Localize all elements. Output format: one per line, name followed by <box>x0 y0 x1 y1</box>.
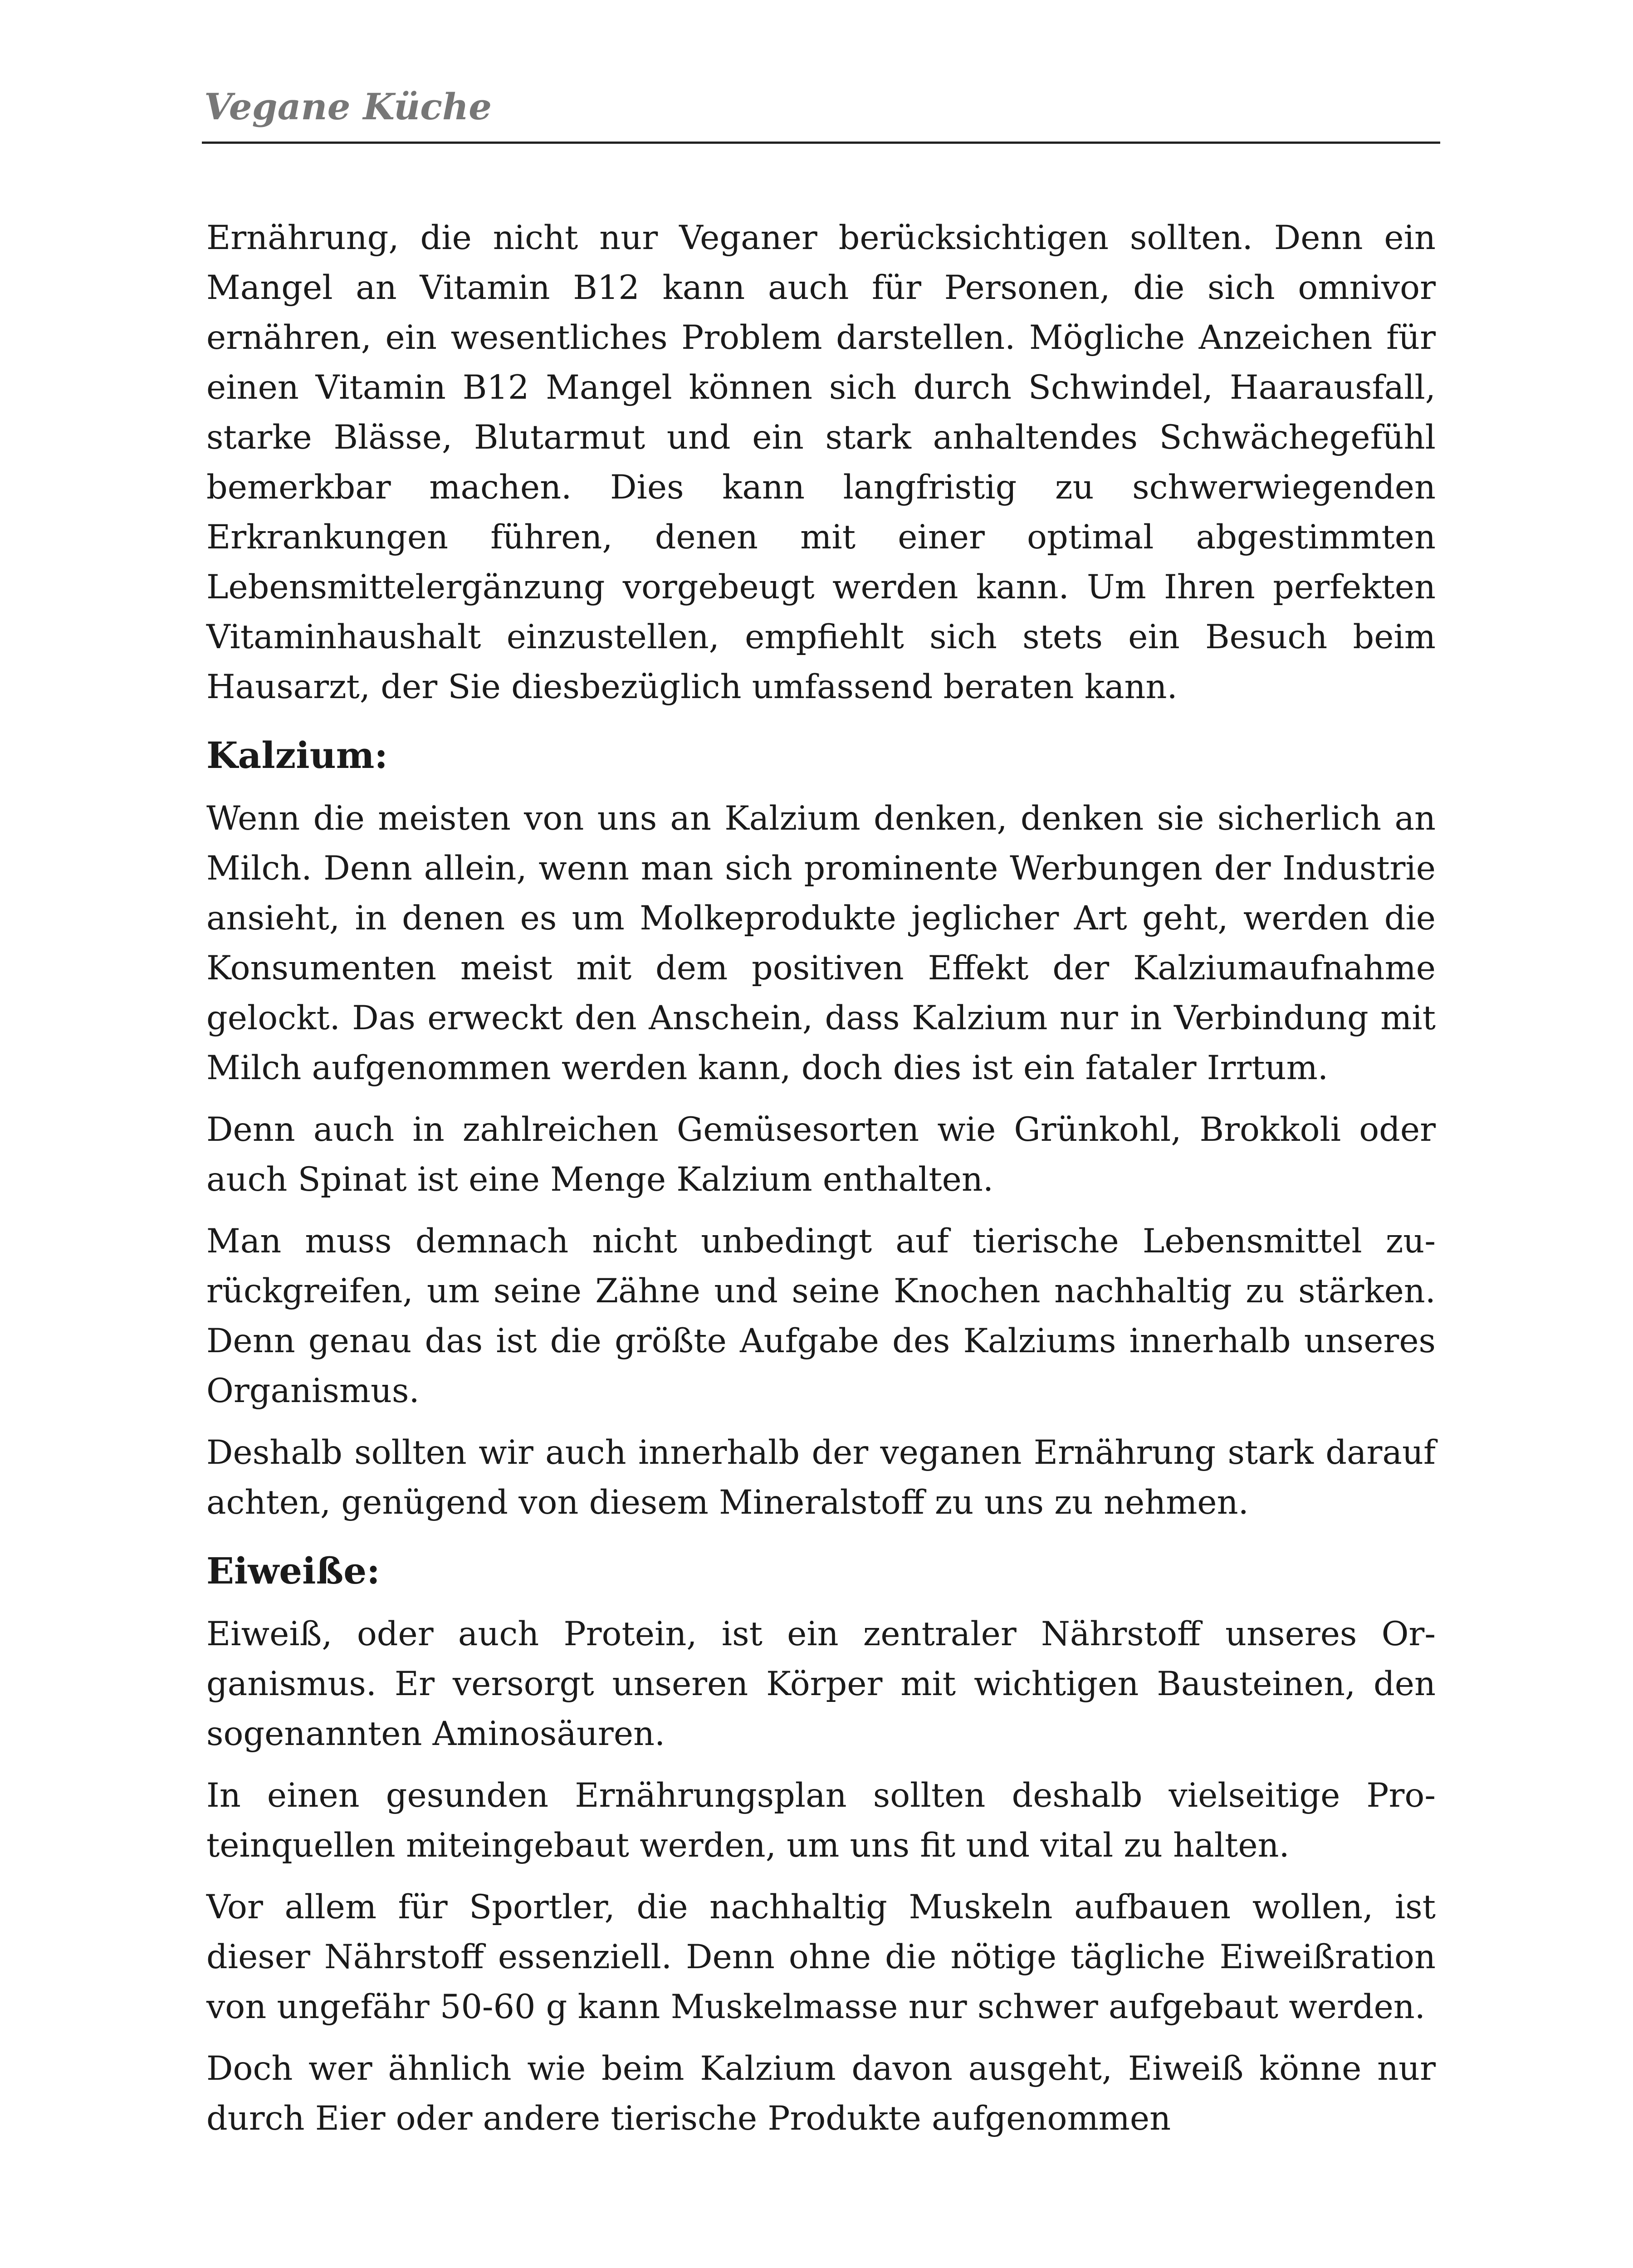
paragraph-eiweiss-1: Eiweiß, oder auch Protein, ist ein zentraler Nährstoff unseres Organismus. Er versorgt unseren Körper mit wichtigen Bausteinen, den sogenannten Aminosäuren. <box>206 1615 1436 1753</box>
running-head: Vegane Küche <box>204 85 492 128</box>
paragraph-kalzium-3: Man muss demnach nicht unbedingt auf tierische Lebensmittel zurückgreifen, um seine Zähne und seine Knochen nachhaltig zu stärken. Denn genau das ist die größte Aufgabe des Kalziums innerhalb unseres Organismus. <box>206 1222 1436 1410</box>
paragraph-eiweiss-2: In einen gesunden Ernährungsplan sollten deshalb vielseitige Proteinquellen miteingebaut werden, um uns fit und vital zu halten. <box>206 1776 1436 1865</box>
paragraph-eiweiss-3: Vor allem für Sportler, die nachhaltig Muskeln aufbauen wollen, ist dieser Nährstoff essenziell. Denn ohne die nötige tägliche Eiweißration von ungefähr 50-60 g kann Muskelmasse nur schwer aufgebaut werden. <box>206 1888 1436 2026</box>
heading-eiweisse: Eiweiße: <box>206 1549 380 1592</box>
paragraph-kalzium-1: Wenn die meisten von uns an Kalzium denken, denken sie sicherlich an Milch. Denn allein, wenn man sich prominente Werbungen der Industrie ansieht, in denen es um Molkeprodukte jeglicher Art geht, werden die Konsumenten meist mit dem positiven Effekt der Kalziumaufnahme gelockt. Das erweckt den Anschein, dass Kalzium nur in Verbindung mit Milch aufgenommen werden kann, doch dies ist ein fataler Irrtum. <box>206 799 1436 1087</box>
paragraph-kalzium-4: Deshalb sollten wir auch innerhalb der veganen Ernährung stark darauf achten, genügend von diesem Mineralstoff zu uns zu nehmen. <box>206 1433 1436 1522</box>
paragraph-eiweiss-4: Doch wer ähnlich wie beim Kalzium davon ausgeht, Eiweiß könne nur durch Eier oder andere tierische Produkte aufgenommen <box>206 2049 1436 2138</box>
paragraph-vitamin-b12: Ernährung, die nicht nur Veganer berücksichtigen sollten. Denn ein Mangel an Vitamin B12 kann auch für Personen, die sich omnivor ernähren, ein wesentliches Problem darstellen. Mögliche Anzeichen für einen Vitamin B12 Mangel können sich durch Schwindel, Haarausfall, starke Blässe, Blutarmut und ein stark anhaltendes Schwächegefühl bemerkbar machen. Dies kann langfristig zu schwerwiegenden Erkrankungen führen, denen mit einer optimal abgestimmten Lebensmittelergänzung vorgebeugt werden kann. Um Ihren perfekten Vitaminhaushalt einzustellen, empfiehlt sich stets ein Besuch beim Hausarzt, der Sie diesbezüglich umfassend beraten kann. <box>206 219 1436 706</box>
paragraph-kalzium-2: Denn auch in zahlreichen Gemüsesorten wie Grünkohl, Brokkoli oder auch Spinat ist eine Menge Kalzium enthalten. <box>206 1110 1436 1199</box>
page-body <box>206 213 1436 2156</box>
heading-kalzium: Kalzium: <box>206 734 388 777</box>
header-rule <box>202 142 1440 144</box>
